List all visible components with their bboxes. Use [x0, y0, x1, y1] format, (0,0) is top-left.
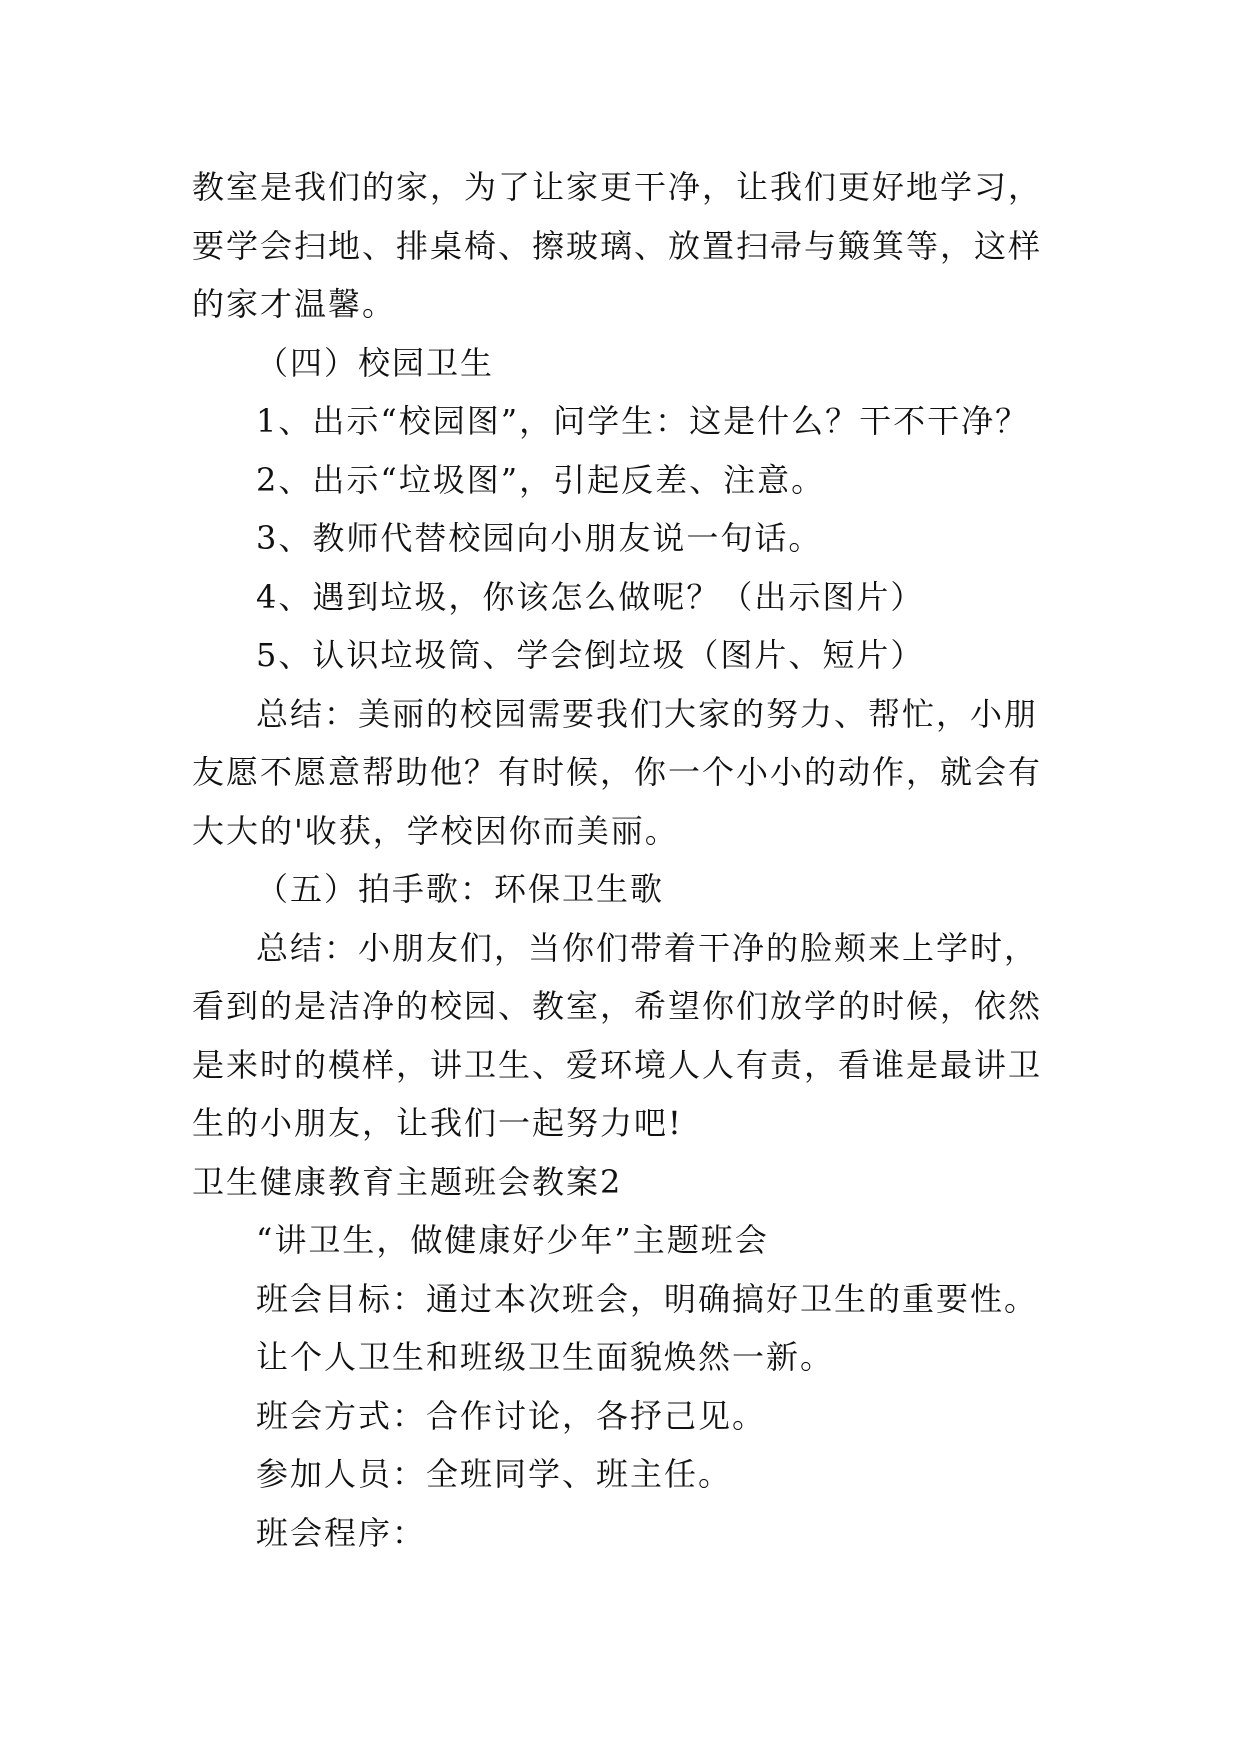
meeting-goal: 班会目标：通过本次班会，明确搞好卫生的重要性。	[256, 1279, 1039, 1318]
list-item: 5、认识垃圾筒、学会倒垃圾（图片、短片）	[256, 636, 925, 674]
paragraph-final-summary: 总结：小朋友们，当你们带着干净的脸颊来上学时，看到的是洁净的校园、教室，希望你们放学的时候，依然是来时的模样，讲卫生、爱环境人人有责，看谁是最讲卫生的小朋友，让我们一起努力吧!	[192, 928, 1043, 1142]
meeting-goal-continued: 让个人卫生和班级卫生面貌焕然一新。	[256, 1338, 835, 1376]
section-heading-campus-hygiene: （四）校园卫生	[256, 343, 495, 382]
list-item: 3、教师代替校园向小朋友说一句话。	[256, 519, 823, 557]
paragraph-campus-summary: 总结：美丽的校园需要我们大家的努力、帮忙，小朋友愿不愿意帮助他？有时候，你一个小小的动作，就会有大大的'收获，学校因你而美丽。	[192, 694, 1043, 850]
meeting-format: 班会方式：合作讨论，各抒己见。	[256, 1396, 767, 1435]
class-meeting-theme: “讲卫生，做健康好少年”主题班会	[256, 1221, 769, 1259]
list-item: 4、遇到垃圾，你该怎么做呢？（出示图片）	[256, 577, 925, 616]
list-item: 2、出示“垃圾图”，引起反差、注意。	[256, 460, 826, 499]
meeting-procedure-label: 班会程序：	[256, 1513, 427, 1552]
list-item: 1、出示“校园图”，问学生：这是什么？干不干净？	[256, 402, 1030, 440]
document-body	[192, 158, 1052, 1562]
meeting-participants: 参加人员：全班同学、班主任。	[256, 1455, 733, 1493]
section-heading-clapping-song: （五）拍手歌：环保卫生歌	[256, 870, 665, 908]
paragraph-classroom-summary: 教室是我们的家，为了让家更干净，让我们更好地学习，要学会扫地、排桌椅、擦玻璃、放置扫帚与簸箕等，这样的家才温馨。	[192, 168, 1043, 323]
document-title: 卫生健康教育主题班会教案2	[192, 1162, 623, 1201]
